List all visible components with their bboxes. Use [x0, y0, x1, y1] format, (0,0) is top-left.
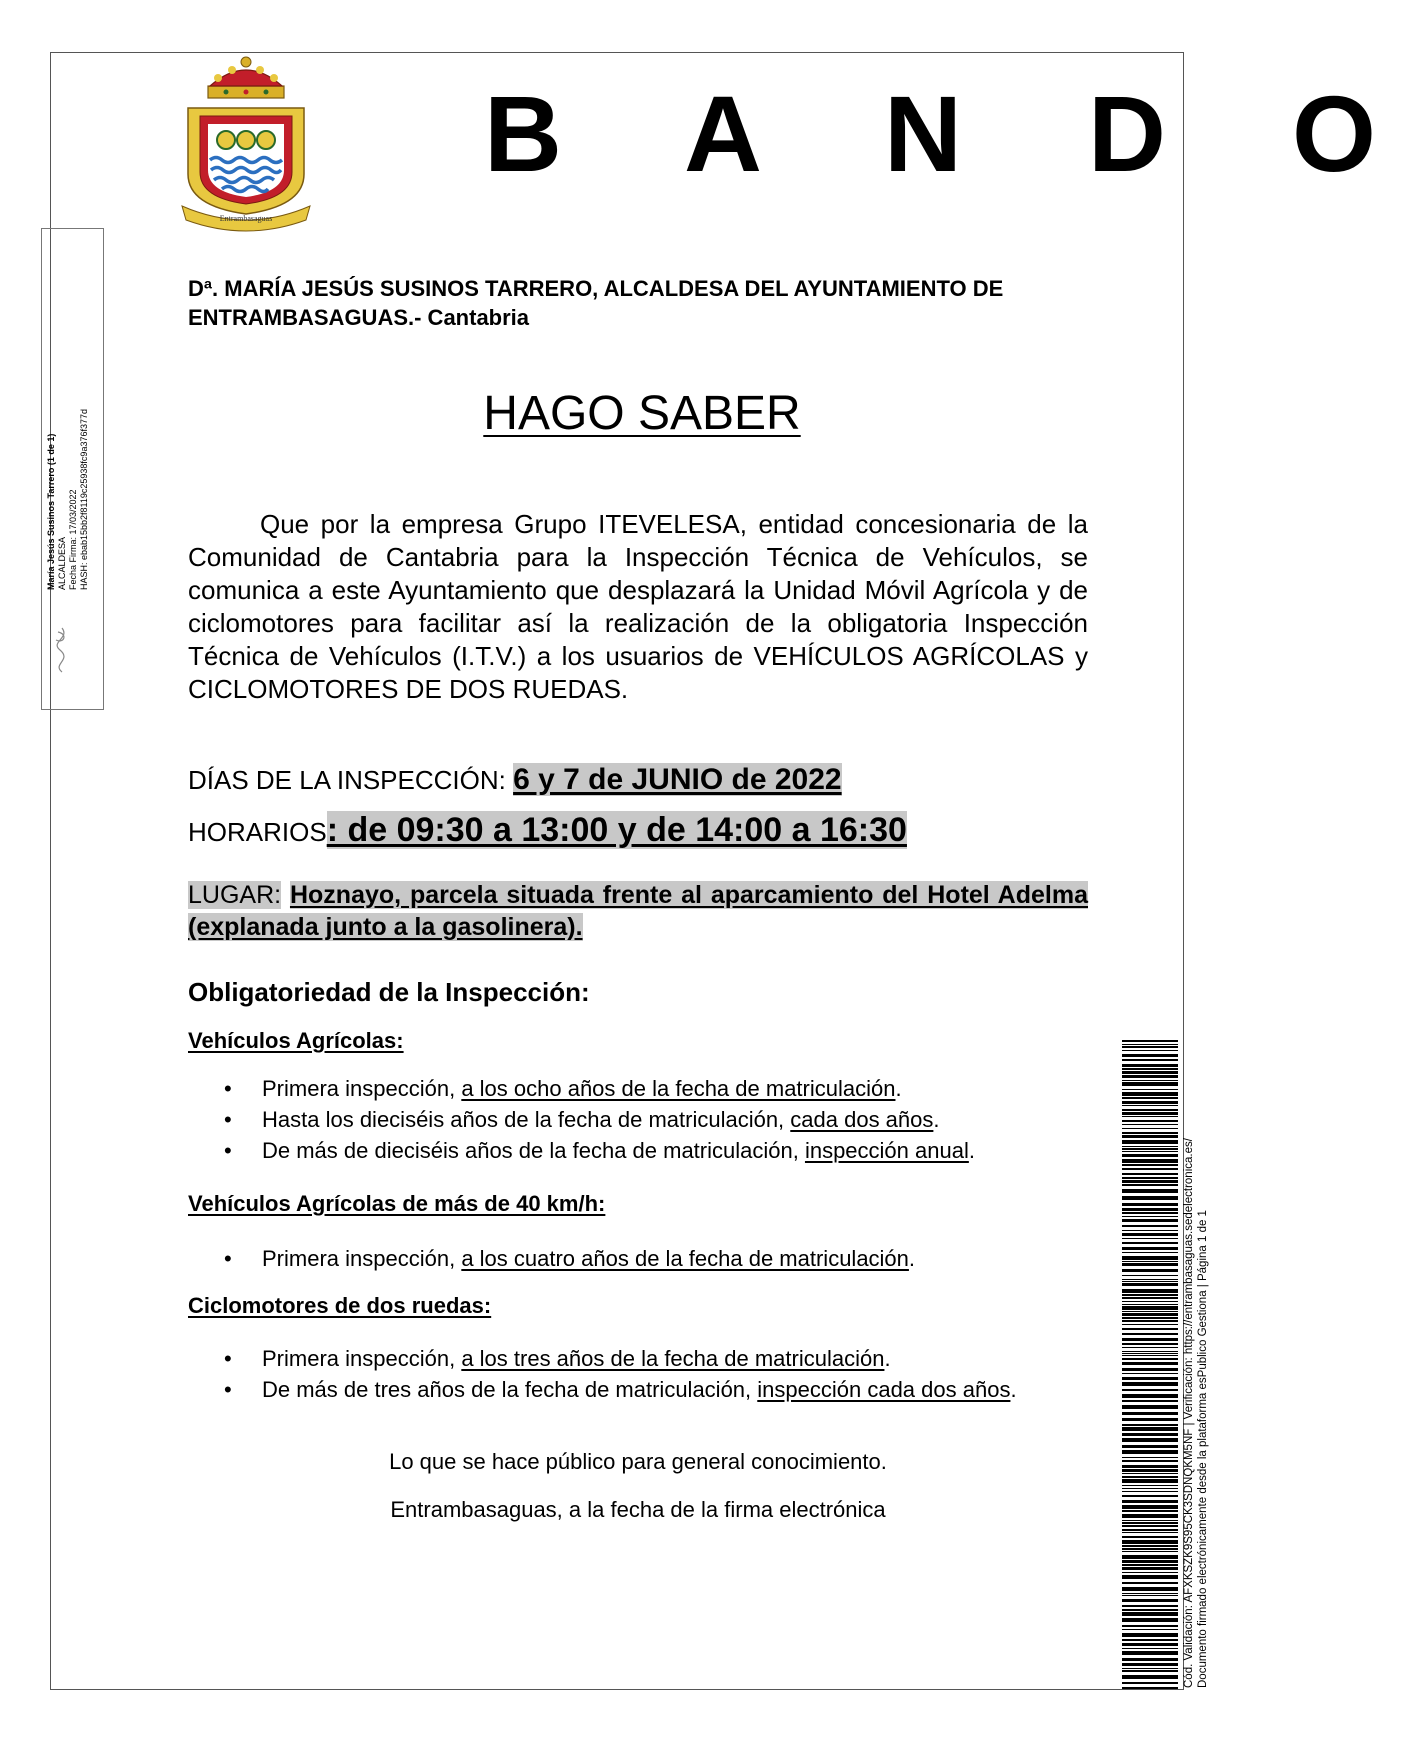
- barcode-bar: [1122, 1532, 1178, 1533]
- barcode-bar: [1122, 1159, 1178, 1163]
- body-paragraph: Que por la empresa Grupo ITEVELESA, entidad concesionaria de la Comunidad de Cantabria para la Inspección Técnica de Vehículos, se comunica a este Ayuntamiento que desplazará la Unidad Móvil Agrícola y de ciclomotores para facilitar así la realización de la obligatoria Inspección Técnica de Vehículos (I.T.V.) a los usuarios de VEHÍCULOS AGRÍCOLAS y CICLOMOTORES DE DOS RUEDAS.: [188, 509, 1088, 704]
- barcode-bar: [1122, 1675, 1178, 1679]
- barcode-bar: [1122, 1567, 1178, 1570]
- barcode-bar: [1122, 1575, 1178, 1579]
- barcode-bar: [1122, 1269, 1178, 1272]
- barcode-bar: [1122, 1320, 1178, 1322]
- barcode-bar: [1122, 1450, 1178, 1454]
- barcode-bar: [1122, 1306, 1178, 1310]
- barcode-bar: [1122, 1599, 1178, 1602]
- barcode-bar: [1122, 1587, 1178, 1591]
- barcode-bar: [1122, 1148, 1178, 1150]
- barcode-bar: [1122, 1362, 1178, 1365]
- barcode-bar: [1122, 1080, 1178, 1081]
- barcode-bar: [1122, 1469, 1178, 1472]
- barcode-bar: [1122, 1424, 1178, 1426]
- inspection-hours: [188, 811, 907, 850]
- barcode-bar: [1122, 1373, 1178, 1374]
- barcode-bar: [1122, 1203, 1178, 1206]
- barcode-bar: [1122, 1593, 1178, 1594]
- days-value: 6 y 7 de JUNIO de 2022: [513, 763, 842, 796]
- barcode-bar: [1122, 1054, 1178, 1057]
- barcode-bar: [1122, 1609, 1178, 1611]
- barcode-bar: [1122, 1382, 1178, 1386]
- barcode-bar: [1122, 1275, 1178, 1276]
- signature-hash: HASH: ebab15bb2f8119c25938fc9a376f377d: [79, 409, 89, 590]
- signature-date: Fecha Firma: 17/03/2022: [68, 489, 78, 590]
- barcode-bar: [1122, 1347, 1178, 1348]
- barcode-bar: [1122, 1173, 1178, 1175]
- barcode-bar: [1122, 1438, 1178, 1442]
- barcode-bar: [1122, 1476, 1178, 1478]
- barcode-bar: [1122, 1479, 1178, 1483]
- barcode-bar: [1122, 1304, 1178, 1305]
- barcode-bar: [1122, 1112, 1178, 1115]
- barcode-bar: [1122, 1283, 1178, 1286]
- barcode-bar: [1122, 1212, 1178, 1214]
- barcode-bar: [1122, 1529, 1178, 1531]
- list-item: • Primera inspección, a los cuatro años de la fecha de matriculación.: [188, 1243, 1088, 1274]
- barcode-bar: [1122, 1457, 1178, 1458]
- barcode-bar: [1122, 1294, 1178, 1296]
- barcode-bar: [1122, 1092, 1178, 1096]
- list-item: • De más de dieciséis años de la fecha de matriculación, inspección anual.: [188, 1135, 1088, 1166]
- barcode-bar: [1122, 1219, 1178, 1222]
- barcode-bar: [1122, 1089, 1178, 1090]
- validation-barcode: [1122, 1040, 1178, 1690]
- barcode-bar: [1122, 1242, 1178, 1244]
- barcode-bar: [1122, 1612, 1178, 1616]
- barcode-bar: [1122, 1536, 1178, 1538]
- barcode-bar: [1122, 1082, 1178, 1086]
- barcode-bar: [1122, 1412, 1178, 1415]
- list-item: • De más de tres años de la fecha de matriculación, inspección cada dos años.: [188, 1374, 1088, 1405]
- barcode-bar: [1122, 1247, 1178, 1250]
- barcode-bar: [1122, 1146, 1178, 1147]
- barcode-bar: [1122, 1358, 1178, 1360]
- list-item: • Hasta los dieciséis años de la fecha de matriculación, cada dos años.: [188, 1104, 1088, 1135]
- barcode-bar: [1122, 1256, 1178, 1260]
- signer-name: María Jesús Susinos Tarrero (1 de 1): [46, 433, 56, 590]
- barcode-bar: [1122, 1473, 1178, 1474]
- barcode-bar: [1122, 1101, 1178, 1104]
- barcode-bar: [1122, 1522, 1178, 1524]
- handwritten-signature: [48, 620, 76, 676]
- barcode-bar: [1122, 1488, 1178, 1489]
- barcode-bar: [1122, 1351, 1178, 1352]
- barcode-bar: [1122, 1230, 1178, 1231]
- barcode-bar: [1122, 1317, 1178, 1319]
- barcode-bar: [1122, 1377, 1178, 1380]
- barcode-bar: [1122, 1670, 1178, 1672]
- barcode-bar: [1122, 1648, 1178, 1649]
- barcode-bar: [1122, 1128, 1178, 1129]
- barcode-bar: [1122, 1297, 1178, 1299]
- bullet-icon: •: [224, 1346, 232, 1371]
- barcode-bar: [1122, 1281, 1178, 1282]
- group-list-agricolas-40kmh: [188, 1243, 1088, 1274]
- barcode-bar: [1122, 1643, 1178, 1646]
- barcode-bar: [1122, 1040, 1178, 1042]
- barcode-bar: [1122, 1663, 1178, 1666]
- inspection-location: [188, 879, 1088, 943]
- barcode-bar: [1122, 1075, 1178, 1078]
- location-label: LUGAR:: [188, 881, 282, 909]
- bullet-icon: •: [224, 1138, 232, 1163]
- barcode-bar: [1122, 1465, 1178, 1468]
- barcode-bar: [1122, 1427, 1178, 1431]
- group-title-agricolas-40kmh: Vehículos Agrícolas de más de 40 km/h:: [188, 1191, 606, 1216]
- barcode-bar: [1122, 1068, 1178, 1070]
- barcode-bar: [1122, 1355, 1178, 1356]
- barcode-bar: [1122, 1233, 1178, 1236]
- list-item: • Primera inspección, a los tres años de la fecha de matriculación.: [188, 1343, 1088, 1374]
- barcode-bar: [1122, 1510, 1178, 1512]
- signature-info: [46, 110, 90, 590]
- barcode-bar: [1122, 1572, 1178, 1573]
- barcode-bar: [1122, 1046, 1178, 1048]
- barcode-bar: [1122, 1238, 1178, 1239]
- barcode-bar: [1122, 1333, 1178, 1335]
- barcode-bar: [1122, 1485, 1178, 1486]
- barcode-bar: [1122, 1140, 1178, 1144]
- location-value: Hoznayo, parcela situada frente al aparcamiento del Hotel Adelma (explanada junto a la gasolinera).: [188, 881, 1088, 941]
- crest-ribbon-text: Entrambasaguas: [219, 214, 273, 223]
- hours-value: : de 09:30 a 13:00 y de 14:00 a 16:30: [326, 811, 907, 849]
- barcode-bar: [1122, 1618, 1178, 1622]
- barcode-bar: [1122, 1520, 1178, 1521]
- list-item: • Primera inspección, a los ocho años de la fecha de matriculación.: [188, 1073, 1088, 1104]
- group-list-ciclomotores: [188, 1343, 1088, 1405]
- barcode-bar: [1122, 1582, 1178, 1584]
- platform-text: Documento firmado electrónicamente desde la plataforma esPublico Gestiona | Página 1 de 1: [1197, 1210, 1209, 1688]
- barcode-bar: [1122, 1044, 1178, 1045]
- barcode-bar: [1122, 1216, 1178, 1217]
- group-list-agricolas: [188, 1073, 1088, 1166]
- section-title: Obligatoriedad de la Inspección:: [188, 977, 590, 1007]
- barcode-bar: [1122, 1252, 1178, 1253]
- barcode-bar: [1122, 1324, 1178, 1325]
- barcode-bar: [1122, 1225, 1178, 1227]
- barcode-bar: [1122, 1311, 1178, 1312]
- barcode-bar: [1122, 1540, 1178, 1544]
- barcode-bar: [1122, 1668, 1178, 1669]
- barcode-bar: [1122, 1418, 1178, 1421]
- barcode-bar: [1122, 1208, 1178, 1211]
- barcode-bar: [1122, 1154, 1178, 1157]
- barcode-bar: [1122, 1500, 1178, 1503]
- barcode-bar: [1122, 1682, 1178, 1684]
- barcode-bar: [1122, 1514, 1178, 1518]
- days-label: DÍAS DE LA INSPECCIÓN:: [188, 765, 514, 795]
- barcode-bar: [1122, 1353, 1178, 1354]
- barcode-bar: [1122, 1400, 1178, 1402]
- barcode-bar: [1122, 1168, 1178, 1170]
- barcode-bar: [1122, 1658, 1178, 1661]
- group-title-ciclomotores: Ciclomotores de dos ruedas:: [188, 1293, 492, 1318]
- barcode-bar: [1122, 1328, 1178, 1330]
- barcode-bar: [1122, 1338, 1178, 1341]
- inspection-days: [188, 763, 842, 797]
- barcode-bar: [1122, 1109, 1178, 1111]
- hago-saber-heading: HAGO SABER: [483, 387, 801, 440]
- coat-of-arms-logo: [178, 56, 314, 226]
- barcode-bar: [1122, 1289, 1178, 1293]
- issuer-header: Dª. MARÍA JESÚS SUSINOS TARRERO, ALCALDESA DEL AYUNTAMIENTO DE ENTRAMBASAGUAS.- Cantabria: [188, 276, 1004, 330]
- barcode-bar: [1122, 1555, 1178, 1559]
- barcode-bar: [1122, 1595, 1178, 1596]
- barcode-bar: [1122, 1097, 1178, 1099]
- barcode-bar: [1122, 1605, 1178, 1607]
- barcode-bar: [1122, 1301, 1178, 1302]
- barcode-bar: [1122, 1491, 1178, 1492]
- barcode-bar: [1122, 1261, 1178, 1262]
- barcode-bar: [1122, 1196, 1178, 1200]
- barcode-bar: [1122, 1064, 1178, 1067]
- barcode-bar: [1122, 1633, 1178, 1637]
- bullet-icon: •: [224, 1076, 232, 1101]
- barcode-bar: [1122, 1389, 1178, 1391]
- barcode-bar: [1122, 1050, 1178, 1051]
- barcode-bar: [1122, 1164, 1178, 1166]
- barcode-bar: [1122, 1135, 1178, 1138]
- barcode-bar: [1122, 1433, 1178, 1436]
- barcode-bar: [1122, 1313, 1178, 1316]
- barcode-bar: [1122, 1629, 1178, 1630]
- barcode-bar: [1122, 1343, 1178, 1345]
- barcode-bar: [1122, 1059, 1178, 1061]
- barcode-bar: [1122, 1548, 1178, 1550]
- barcode-bar: [1122, 1639, 1178, 1641]
- barcode-bar: [1122, 1184, 1178, 1186]
- validation-code-text: Cód. Validación: AFXKSZK9S95CK3SDNQKM5NF | Verificación: https://entrambasaguas.sedelectronica.es/: [1183, 1138, 1195, 1688]
- barcode-bar: [1122, 1564, 1178, 1566]
- bullet-icon: •: [224, 1377, 232, 1402]
- bullet-icon: •: [224, 1107, 232, 1132]
- barcode-bar: [1122, 1651, 1178, 1655]
- bullet-icon: •: [224, 1246, 232, 1271]
- barcode-bar: [1122, 1368, 1178, 1371]
- barcode-bar: [1122, 1105, 1178, 1106]
- barcode-bar: [1122, 1120, 1178, 1122]
- barcode-bar: [1122, 1445, 1178, 1448]
- barcode-bar: [1122, 1505, 1178, 1509]
- barcode-bar: [1122, 1151, 1178, 1152]
- document-title: B A N D O: [484, 73, 1424, 194]
- barcode-bar: [1122, 1545, 1178, 1547]
- barcode-bar: [1122, 1625, 1178, 1627]
- closing-public-notice: Lo que se hace público para general conocimiento.: [389, 1449, 887, 1474]
- barcode-bar: [1122, 1132, 1178, 1134]
- barcode-bar: [1122, 1177, 1178, 1179]
- barcode-bar: [1122, 1116, 1178, 1117]
- closing-date-place: Entrambasaguas, a la fecha de la firma electrónica: [390, 1497, 886, 1522]
- group-title-agricolas: Vehículos Agrícolas:: [188, 1028, 404, 1053]
- hours-label: HORARIOS: [188, 817, 327, 847]
- barcode-bar: [1122, 1405, 1178, 1409]
- barcode-bar: [1122, 1460, 1178, 1462]
- barcode-bar: [1122, 1124, 1178, 1125]
- barcode-bar: [1122, 1687, 1178, 1689]
- barcode-bar: [1122, 1495, 1178, 1497]
- signer-role: ALCALDESA: [57, 536, 67, 590]
- barcode-bar: [1122, 1551, 1178, 1552]
- barcode-bar: [1122, 1071, 1178, 1074]
- barcode-bar: [1122, 1189, 1178, 1193]
- barcode-bar: [1122, 1560, 1178, 1563]
- crown-icon: [208, 57, 284, 98]
- barcode-bar: [1122, 1263, 1178, 1266]
- barcode-bar: [1122, 1525, 1178, 1527]
- barcode-bar: [1122, 1180, 1178, 1183]
- barcode-bar: [1122, 1394, 1178, 1398]
- barcode-bar: [1122, 1279, 1178, 1280]
